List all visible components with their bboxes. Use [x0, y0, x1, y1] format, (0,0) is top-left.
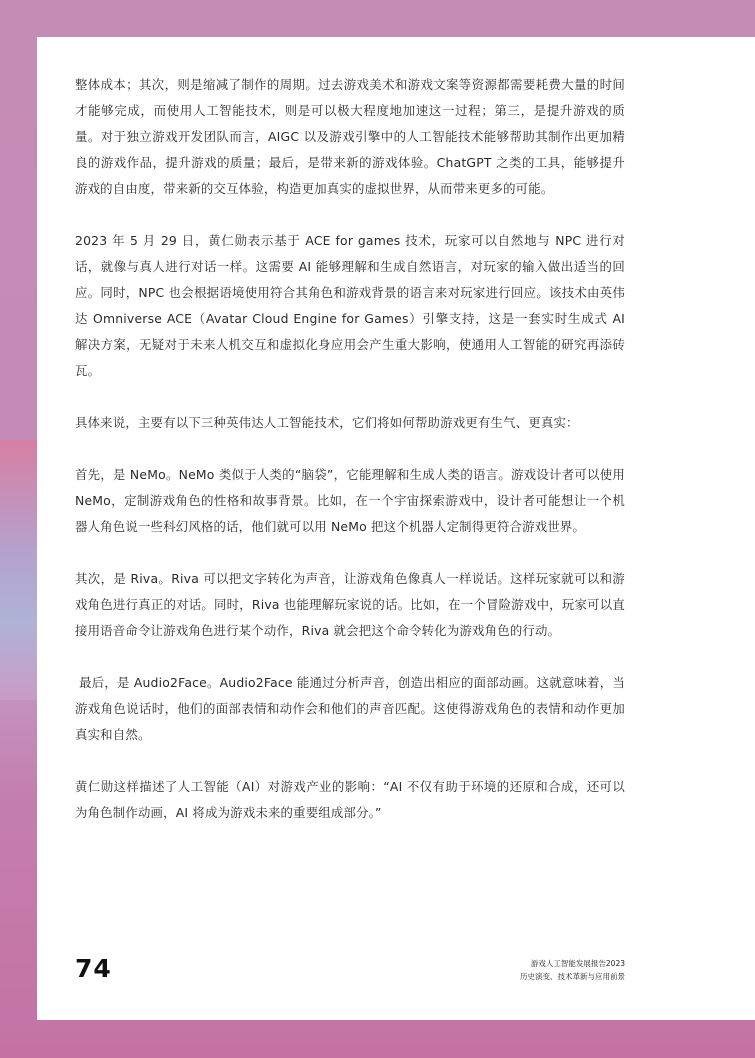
paragraph-3: 具体来说，主要有以下三种英伟达人工智能技术，它们将如何帮助游戏更有生气、更真实：: [75, 415, 579, 430]
paragraph-4: 首先，是 NeMo。NeMo 类似于人类的“脑袋”，它能理解和生成人类的语言。游戏设计者可以使用 NeMo，定制游戏角色的性格和故事背景。比如，在一个宇宙探索游戏中，设计者可能想让一个机器人角色说一些科幻风格的话，他们就可以用 NeMo 把这个机器人定制得更符合游戏世界。: [75, 467, 625, 534]
paragraph-5: 其次，是 Riva。Riva 可以把文字转化为声音，让游戏角色像真人一样说话。这样玩家就可以和游戏角色进行真正的对话。同时，Riva 也能理解玩家说的话。比如，在一个冒险游戏中，玩家可以直接用语音命令让游戏角色进行某个动作，Riva 就会把这个命令转化为游戏角色的行动。: [75, 571, 625, 638]
report-title: 游戏人工智能发展报告2023: [530, 959, 625, 968]
report-subtitle: 历史演变、技术革新与应用前景: [520, 972, 625, 981]
page-number: 74: [75, 954, 112, 983]
document-page: [37, 37, 755, 1020]
background-band: [0, 440, 40, 700]
paragraph-6: 最后，是 Audio2Face。Audio2Face 能通过分析声音，创造出相应的面部动画。这就意味着，当游戏角色说话时，他们的面部表情和动作会和他们的声音匹配。这使得游戏角色的表情和动作更加真实和自然。: [75, 675, 625, 742]
paragraph-2: 2023 年 5 月 29 日，黄仁勋表示基于 ACE for games 技术，玩家可以自然地与 NPC 进行对话，就像与真人进行对话一样。这需要 AI 能够理解和生成自然语言，对玩家的输入做出适当的回应。同时，NPC 也会根据语境使用符合其角色和游戏背景的语言来对玩家进行回应。该技术由英伟达 Omniverse ACE（Avatar Cloud Engine for Games）引擎支持，这是一套实时生成式 AI 解决方案，无疑对于未来人机交互和虚拟化身应用会产生重大影响，使通用人工智能的研究再添砖瓦。: [75, 233, 625, 378]
report-info: [520, 957, 625, 983]
paragraph-7: 黄仁勋这样描述了人工智能（AI）对游戏产业的影响：“AI 不仅有助于环境的还原和合成，还可以为角色制作动画，AI 将成为游戏未来的重要组成部分。”: [75, 779, 625, 820]
paragraph-1: 整体成本；其次，则是缩减了制作的周期。过去游戏美术和游戏文案等资源都需要耗费大量的时间才能够完成，而使用人工智能技术，则是可以极大程度地加速这一过程；第三，是提升游戏的质量。对于独立游戏开发团队而言，AIGC 以及游戏引擎中的人工智能技术能够帮助其制作出更加精良的游戏作品，提升游戏的质量；最后，是带来新的游戏体验。ChatGPT 之类的工具，能够提升游戏的自由度，带来新的交互体验，构造更加真实的虚拟世界，从而带来更多的可能。: [75, 77, 625, 196]
body-text: [75, 72, 625, 852]
